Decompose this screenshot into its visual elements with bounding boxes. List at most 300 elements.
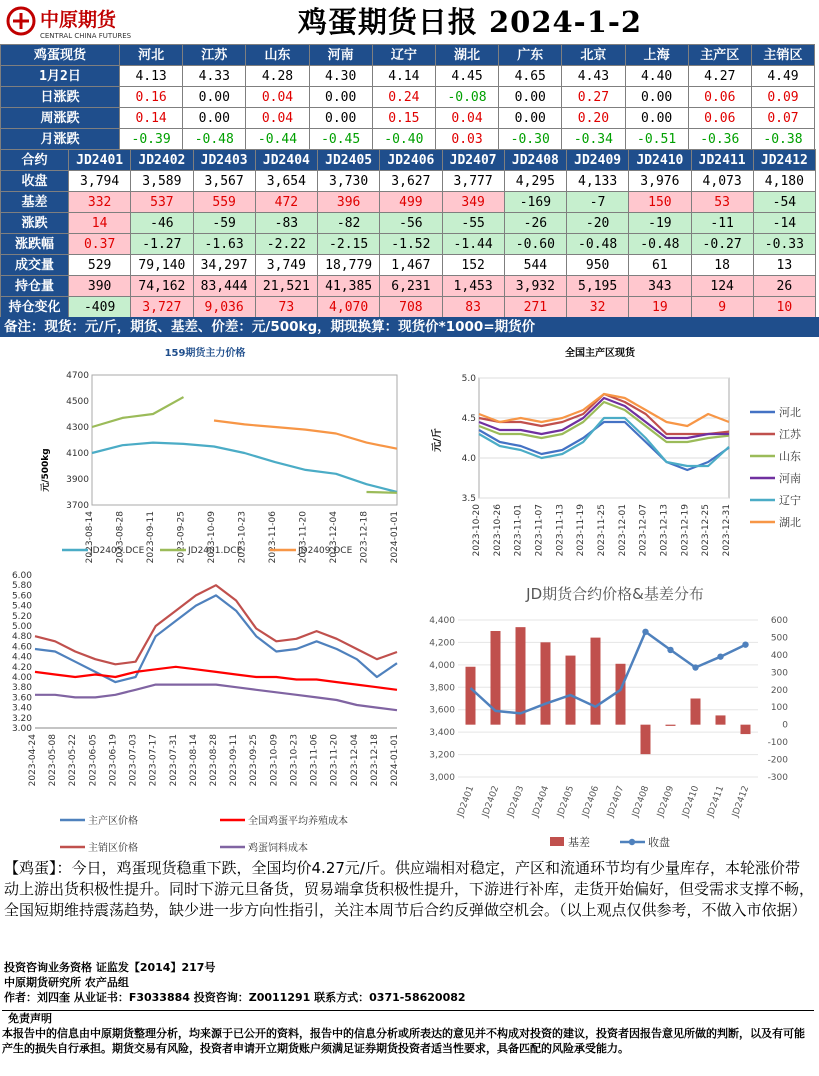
futures-value-cell: -169 [504, 192, 566, 213]
y-tick-label: 4500 [66, 397, 89, 407]
spot-value-cell: 0.00 [309, 87, 372, 108]
series-line [92, 443, 397, 492]
spot-value-cell: 0.16 [120, 87, 183, 108]
futures-value-cell: 18,779 [318, 255, 380, 276]
spot-value-cell: 0.07 [751, 108, 814, 129]
futures-value-cell: 708 [380, 297, 442, 318]
x-tick-label: JD2407 [605, 784, 627, 819]
futures-value-cell: 559 [193, 192, 255, 213]
contract-header: JD2409 [567, 150, 629, 171]
y-tick-label: 4700 [66, 371, 89, 381]
company-logo [4, 4, 154, 42]
legend-label: 江苏 [779, 428, 801, 441]
spot-value-cell: 4.33 [183, 66, 246, 87]
y-right-tick-label: -300 [767, 773, 788, 783]
futures-value-cell: 499 [380, 192, 442, 213]
x-tick-label: 2023-11-13 [555, 504, 566, 557]
region-header: 主产区 [688, 45, 751, 66]
futures-value-cell: 5,195 [567, 276, 629, 297]
chart-spot-production [415, 340, 819, 565]
logo-text-cn: 中原期货 [40, 9, 117, 31]
y-tick-label: 3.60 [11, 693, 32, 704]
spot-value-cell: -0.38 [751, 129, 814, 150]
close-price-marker [667, 647, 673, 653]
x-tick-label: JD2405 [555, 784, 577, 819]
close-price-line [471, 632, 746, 714]
disclaimer [2, 1010, 814, 1075]
spot-price-table [0, 44, 815, 150]
futures-value-cell: -14 [753, 213, 815, 234]
contract-header: JD2408 [504, 150, 566, 171]
futures-value-cell: 34,297 [193, 255, 255, 276]
x-tick-label: 2023-09-11 [229, 734, 240, 787]
legend-marker [629, 839, 635, 845]
futures-value-cell: 4,180 [753, 171, 815, 192]
contract-header: JD2410 [629, 150, 691, 171]
futures-value-cell: -11 [691, 213, 753, 234]
region-header: 河北 [120, 45, 183, 66]
series-line [35, 667, 397, 690]
futures-row-label: 基差 [1, 192, 69, 213]
futures-value-cell: -2.15 [318, 234, 380, 255]
futures-value-cell: -20 [567, 213, 629, 234]
futures-value-cell: 6,231 [380, 276, 442, 297]
report-title: 鸡蛋期货日报 2024-1-2 [297, 5, 643, 39]
footer-qualification: 投资咨询业务资格 证监发【2014】217号 [4, 961, 216, 974]
futures-value-cell: 1,467 [380, 255, 442, 276]
close-price-marker [742, 641, 748, 647]
x-tick-label: JD2411 [705, 784, 727, 819]
spot-value-cell: 4.27 [688, 66, 751, 87]
y-right-tick-label: 500 [770, 633, 788, 644]
spot-value-cell: 0.00 [183, 108, 246, 129]
y-tick-label: 4.00 [11, 673, 32, 683]
x-tick-label: 2023-10-20 [472, 504, 482, 557]
spot-value-cell: 0.04 [435, 108, 498, 129]
x-tick-label: 2023-11-07 [534, 504, 545, 557]
y-tick-label: 4.80 [11, 632, 32, 643]
x-tick-label: 2023-08-14 [188, 734, 199, 787]
futures-value-cell: 390 [69, 276, 131, 297]
futures-value-cell: 83 [442, 297, 504, 318]
futures-value-cell: 83,444 [193, 276, 255, 297]
x-tick-label: 2023-11-01 [513, 504, 524, 557]
legend-label: JD2405.DCE [90, 546, 145, 556]
y-tick-label: 3.5 [461, 494, 476, 504]
footer-institute: 中原期货研究所 农产品组 [4, 976, 129, 989]
futures-value-cell: 73 [255, 297, 317, 318]
contract-header: JD2407 [442, 150, 504, 171]
y-tick-label: 5.60 [11, 591, 32, 602]
futures-value-cell: 4,070 [318, 297, 380, 318]
y-right-tick-label: -100 [767, 738, 788, 749]
futures-value-cell: -0.60 [504, 234, 566, 255]
logo-text-en: CENTRAL CHINA FUTURES [40, 32, 132, 40]
x-tick-label: 2024-01-01 [390, 511, 400, 564]
spot-value-cell: -0.40 [372, 129, 435, 150]
futures-value-cell: 41,385 [318, 276, 380, 297]
y-tick-label: 5.00 [11, 622, 32, 632]
x-tick-label: 2023-12-04 [349, 734, 360, 787]
legend-label: 湖北 [779, 516, 801, 529]
close-price-marker [642, 629, 648, 635]
futures-value-cell: 3,627 [380, 171, 442, 192]
y-tick-label: 4300 [66, 423, 89, 433]
x-tick-label: JD2402 [480, 784, 502, 819]
x-tick-label: 2023-11-20 [298, 511, 309, 564]
y-axis-label: 元/斤 [432, 428, 443, 452]
futures-value-cell: -19 [629, 213, 691, 234]
spot-row-label: 日涨跌 [1, 87, 120, 108]
chart-main-futures [0, 340, 415, 565]
x-tick-label: 2023-09-25 [249, 734, 260, 787]
spot-value-cell: 0.04 [246, 87, 309, 108]
basis-bar [641, 725, 651, 754]
futures-value-cell: 61 [629, 255, 691, 276]
futures-value-cell: -0.48 [629, 234, 691, 255]
y-tick-label: 5.20 [11, 611, 32, 622]
y-tick-label: 4.20 [11, 662, 32, 673]
series-line [214, 421, 397, 449]
y-left-tick-label: 3,600 [429, 705, 455, 716]
y-tick-label: 4100 [66, 449, 89, 459]
spot-value-cell: -0.51 [625, 129, 688, 150]
x-tick-label: 2023-12-19 [680, 504, 691, 557]
legend-label: 山东 [779, 450, 801, 463]
futures-value-cell: 3,727 [131, 297, 193, 318]
spot-value-cell: 0.00 [183, 87, 246, 108]
basis-bar [516, 627, 526, 725]
spot-value-cell: 0.00 [499, 87, 562, 108]
spot-value-cell: 4.43 [562, 66, 625, 87]
report-footer [4, 960, 814, 1005]
futures-value-cell: -26 [504, 213, 566, 234]
basis-bar [716, 715, 726, 724]
futures-value-cell: 4,295 [504, 171, 566, 192]
x-tick-label: 2023-10-26 [492, 504, 503, 557]
close-price-marker [717, 653, 723, 659]
spot-value-cell: 0.04 [246, 108, 309, 129]
basis-bar [741, 725, 751, 734]
futures-value-cell: 74,162 [131, 276, 193, 297]
y-tick-label: 3.80 [11, 683, 32, 694]
spot-value-cell: -0.34 [562, 129, 625, 150]
futures-value-cell: 152 [442, 255, 504, 276]
y-left-tick-label: 3,200 [429, 750, 455, 761]
legend-swatch [550, 837, 564, 846]
spot-value-cell: 0.00 [499, 108, 562, 129]
region-header: 上海 [625, 45, 688, 66]
legend-label: JD2409.DCE [298, 546, 353, 556]
spot-value-cell: 0.15 [372, 108, 435, 129]
table-note: 备注：现货：元/斤，期货、基差、价差：元/500kg，期现换算：现货价*1000=期货价 [0, 317, 819, 337]
contract-header: JD2412 [753, 150, 815, 171]
legend-label: 全国鸡蛋平均养殖成本 [248, 816, 348, 827]
y-tick-label: 5.80 [11, 581, 32, 592]
x-tick-label: 2023-10-23 [289, 734, 300, 787]
y-axis-label: 元/500kg [41, 448, 51, 492]
futures-row-label: 成交量 [1, 255, 69, 276]
x-tick-label: 2023-09-11 [146, 511, 156, 564]
futures-value-cell: -1.27 [131, 234, 193, 255]
spot-value-cell: 4.13 [120, 66, 183, 87]
spot-value-cell: 0.00 [625, 87, 688, 108]
legend-label: 辽宁 [779, 494, 801, 507]
spot-row-label: 月涨跌 [1, 129, 120, 150]
x-tick-label: 2023-12-31 [722, 504, 732, 557]
futures-value-cell: 9,036 [193, 297, 255, 318]
futures-value-cell: 26 [753, 276, 815, 297]
spot-value-cell: 4.49 [751, 66, 814, 87]
spot-value-cell: 0.03 [435, 129, 498, 150]
x-tick-label: 2023-08-28 [209, 734, 219, 787]
disclaimer-text: 本报告中的信息由中原期货整理分析，均来源于已公开的资料，报告中的信息分析或所表达的意见并不构成对投资的建议，投资者因报告意见所做的判断，以及有可能产生的损失自行承担。期货交易有风险，投资者申请开立期货账户须满足证券期货投资者适当性要求，具备匹配的风险承受能力。 [2, 1027, 805, 1055]
spot-value-cell: -0.45 [309, 129, 372, 150]
x-tick-label: 2023-05-22 [68, 734, 79, 787]
y-tick-label: 4.60 [11, 642, 32, 653]
x-tick-label: JD2410 [680, 784, 702, 819]
x-tick-label: 2023-12-18 [369, 734, 380, 787]
x-tick-label: JD2403 [505, 784, 527, 819]
x-tick-label: 2023-04-24 [28, 734, 38, 787]
spot-value-cell: 0.24 [372, 87, 435, 108]
y-tick-label: 3900 [66, 475, 89, 485]
futures-value-cell: 343 [629, 276, 691, 297]
series-line [35, 685, 397, 711]
x-tick-label: JD2412 [730, 784, 752, 819]
futures-value-cell: -83 [255, 213, 317, 234]
futures-value-cell: -82 [318, 213, 380, 234]
y-left-tick-label: 4,000 [429, 660, 455, 671]
legend-label: 鸡蛋饲料成本 [248, 843, 308, 854]
futures-value-cell: 21,521 [255, 276, 317, 297]
futures-value-cell: 13 [753, 255, 815, 276]
futures-value-cell: 53 [691, 192, 753, 213]
futures-value-cell: 3,794 [69, 171, 131, 192]
y-tick-label: 5.0 [461, 374, 476, 384]
y-tick-label: 3700 [66, 501, 89, 511]
y-left-tick-label: 4,200 [429, 638, 455, 649]
futures-value-cell: 544 [504, 255, 566, 276]
x-tick-label: 2023-05-08 [48, 734, 59, 787]
y-right-tick-label: 300 [770, 668, 788, 679]
x-tick-label: 2023-11-25 [597, 504, 607, 557]
x-tick-label: 2023-06-19 [108, 734, 119, 787]
region-header: 主销区 [751, 45, 814, 66]
futures-value-cell: 950 [567, 255, 629, 276]
y-tick-label: 4.0 [461, 454, 476, 464]
futures-value-cell: 3,932 [504, 276, 566, 297]
spot-value-cell: -0.36 [688, 129, 751, 150]
futures-value-cell: 79,140 [131, 255, 193, 276]
futures-value-cell: 19 [629, 297, 691, 318]
futures-value-cell: -59 [193, 213, 255, 234]
futures-row-label: 持仓量 [1, 276, 69, 297]
futures-value-cell: 18 [691, 255, 753, 276]
x-tick-label: 2023-10-09 [269, 734, 280, 787]
basis-bar [566, 656, 576, 725]
spot-row-label: 周涨跌 [1, 108, 120, 129]
x-tick-label: 2023-07-31 [168, 734, 179, 787]
futures-value-cell: 3,976 [629, 171, 691, 192]
futures-value-cell: 0.37 [69, 234, 131, 255]
futures-value-cell: -0.33 [753, 234, 815, 255]
futures-value-cell: -2.22 [255, 234, 317, 255]
y-tick-label: 3.40 [11, 703, 32, 714]
x-tick-label: 2023-11-06 [268, 511, 278, 564]
x-tick-label: JD2409 [655, 784, 677, 819]
futures-col-header: 合约 [1, 150, 69, 171]
futures-value-cell: 3,730 [318, 171, 380, 192]
spot-value-cell: 0.00 [625, 108, 688, 129]
futures-value-cell: -54 [753, 192, 815, 213]
x-tick-label: 2023-08-14 [85, 511, 95, 564]
x-tick-label: 2023-07-03 [128, 734, 139, 787]
region-header: 辽宁 [372, 45, 435, 66]
futures-value-cell: -0.27 [691, 234, 753, 255]
spot-value-cell: 4.45 [435, 66, 498, 87]
y-left-tick-label: 3,800 [429, 683, 455, 694]
futures-value-cell: -1.44 [442, 234, 504, 255]
contract-header: JD2404 [255, 150, 317, 171]
futures-value-cell: -56 [380, 213, 442, 234]
x-tick-label: 2023-12-04 [329, 511, 339, 564]
futures-value-cell: 396 [318, 192, 380, 213]
basis-bar [691, 699, 701, 725]
legend-label: 河南 [779, 472, 801, 485]
x-tick-label: 2023-07-17 [148, 734, 159, 787]
spot-value-cell: 0.06 [688, 108, 751, 129]
region-header: 河南 [309, 45, 372, 66]
y-left-tick-label: 4,400 [429, 616, 455, 626]
futures-row-label: 涨跌幅 [1, 234, 69, 255]
series-line [479, 394, 729, 434]
x-tick-label: 2023-12-01 [617, 504, 628, 557]
contract-header: JD2403 [193, 150, 255, 171]
y-right-tick-label: 200 [770, 685, 788, 696]
futures-row-label: 收盘 [1, 171, 69, 192]
contract-header: JD2401 [69, 150, 131, 171]
futures-value-cell: -46 [131, 213, 193, 234]
futures-value-cell: 3,749 [255, 255, 317, 276]
spot-value-cell: 4.30 [309, 66, 372, 87]
market-commentary: 【鸡蛋】：今日，鸡蛋现货稳重下跌，全国均价4.27元/斤。供应端相对稳定，产区和流通环节均有少量库存，本轮涨价带动上游出货积极性提升。同时下游元旦备货，贸易端拿货积极性提升，下游进行补库，走货开始偏好，但受需求支撑不畅，全国短期维持震荡趋势，缺少进一步方向性指引，关注本周节后合约反弹做空机会。（以上观点仅供参考，不做入市依据） [4, 859, 815, 919]
y-tick-label: 3.20 [11, 713, 32, 724]
legend-label: 主销区价格 [88, 843, 138, 854]
spot-value-cell: 0.20 [562, 108, 625, 129]
spot-value-cell: -0.30 [499, 129, 562, 150]
futures-value-cell: 9 [691, 297, 753, 318]
basis-bar [591, 638, 601, 725]
basis-bar [541, 642, 551, 724]
futures-value-cell: 4,133 [567, 171, 629, 192]
futures-value-cell: -0.48 [567, 234, 629, 255]
x-tick-label: JD2406 [580, 784, 602, 819]
futures-value-cell: 472 [255, 192, 317, 213]
spot-value-cell: -0.39 [120, 129, 183, 150]
region-header: 北京 [562, 45, 625, 66]
y-right-tick-label: 400 [770, 650, 788, 661]
contract-header: JD2406 [380, 150, 442, 171]
y-right-tick-label: 0 [782, 720, 788, 731]
futures-value-cell: 332 [69, 192, 131, 213]
x-tick-label: 2023-08-28 [115, 511, 126, 564]
spot-value-cell: 4.40 [625, 66, 688, 87]
y-left-tick-label: 3,400 [429, 728, 455, 739]
chart-title: JD期货合约价格&基差分布 [526, 585, 704, 603]
x-tick-label: 2023-10-23 [237, 511, 248, 564]
futures-value-cell: -7 [567, 192, 629, 213]
region-header: 山东 [246, 45, 309, 66]
spot-value-cell: 0.09 [751, 87, 814, 108]
futures-value-cell: 32 [567, 297, 629, 318]
spot-value-cell: 4.14 [372, 66, 435, 87]
futures-value-cell: 3,654 [255, 171, 317, 192]
contract-header: JD2411 [691, 150, 753, 171]
basis-bar [466, 667, 476, 725]
series-line [35, 595, 397, 682]
futures-value-cell: 150 [629, 192, 691, 213]
x-tick-label: 2023-12-25 [701, 504, 712, 557]
spot-value-cell: 0.14 [120, 108, 183, 129]
x-tick-label: 2024-01-01 [390, 734, 400, 787]
y-left-tick-label: 3,000 [429, 773, 455, 783]
spot-value-cell: 4.65 [499, 66, 562, 87]
futures-value-cell: 14 [69, 213, 131, 234]
y-tick-label: 5.40 [11, 601, 32, 612]
x-tick-label: 2023-11-06 [309, 734, 320, 787]
disclaimer-title: 免责声明 [8, 1012, 52, 1025]
chart-cost-vs-price [0, 565, 410, 855]
x-tick-label: JD2408 [630, 784, 652, 819]
futures-value-cell: 271 [504, 297, 566, 318]
y-right-tick-label: -200 [767, 755, 788, 766]
futures-value-cell: -1.52 [380, 234, 442, 255]
y-tick-label: 3.00 [11, 724, 32, 734]
contract-header: JD2405 [318, 150, 380, 171]
spot-row-label: 1月2日 [1, 66, 120, 87]
x-tick-label: 2023-10-09 [207, 511, 217, 564]
x-tick-label: 2023-12-18 [359, 511, 370, 564]
region-header: 湖北 [435, 45, 498, 66]
contract-header: JD2402 [131, 150, 193, 171]
spot-value-cell: -0.48 [183, 129, 246, 150]
spot-value-cell: 4.28 [246, 66, 309, 87]
futures-value-cell: 124 [691, 276, 753, 297]
x-tick-label: JD2404 [530, 784, 552, 819]
footer-author: 作者：刘四奎 从业证书：F3033884 投资咨询：Z0011291 联系方式：0371-58620082 [4, 991, 466, 1004]
x-tick-label: 2023-06-05 [88, 734, 99, 787]
legend-label: 河北 [779, 406, 801, 419]
legend-label: 基差 [568, 836, 590, 849]
basis-bar [666, 725, 676, 726]
futures-value-cell: 10 [753, 297, 815, 318]
plot-area [92, 375, 397, 505]
x-tick-label: 2023-11-19 [576, 504, 587, 557]
spot-value-cell: -0.44 [246, 129, 309, 150]
futures-value-cell: 529 [69, 255, 131, 276]
spot-value-cell: -0.08 [435, 87, 498, 108]
spot-value-cell: 0.06 [688, 87, 751, 108]
legend-label: 收盘 [648, 836, 670, 849]
y-right-tick-label: 100 [770, 703, 788, 714]
futures-value-cell: -55 [442, 213, 504, 234]
futures-value-cell: -1.63 [193, 234, 255, 255]
report-header [0, 0, 819, 44]
chart-contract-basis [410, 565, 819, 855]
y-tick-label: 4.5 [461, 414, 476, 424]
spot-col-header: 鸡蛋现货 [1, 45, 120, 66]
